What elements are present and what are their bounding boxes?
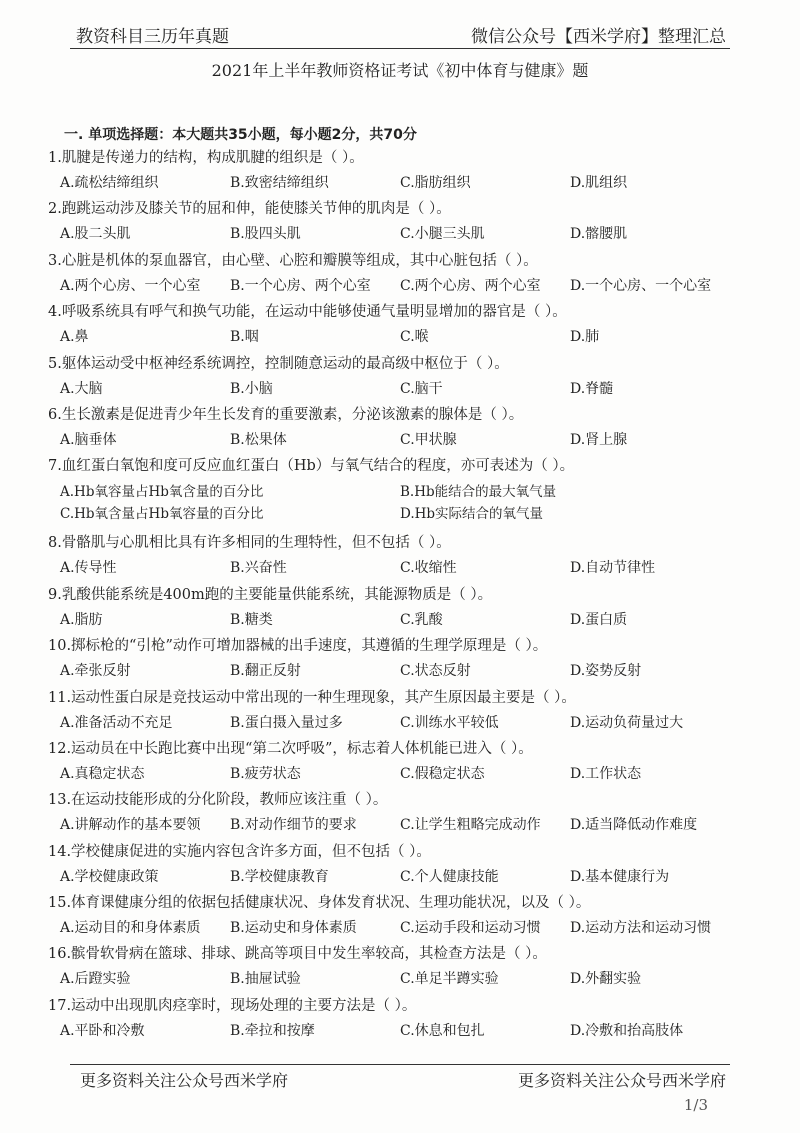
option-d: D.肺 [570,329,600,346]
option-c: C.运动手段和运动习惯 [400,920,541,937]
option-c: C.状态反射 [400,663,471,680]
option-d: D.外翻实验 [570,971,642,988]
option-c: C.Hb氧含量占Hb氧容量的百分比 [60,506,264,523]
option-row [60,223,760,247]
option-b: B.糖类 [230,611,273,628]
option-c: C.小腿三头肌 [400,226,485,243]
option-row [60,429,760,453]
option-a: A.脂肪 [60,611,103,628]
question-item [48,634,768,685]
option-a: A.脑垂体 [60,431,117,448]
option-b: B.股四头肌 [230,226,301,243]
question-stem: 8.骨骼肌与心肌相比具有许多相同的生理特性，但不包括（ ）。 [48,535,451,552]
option-d: D.蛋白质 [570,611,628,628]
option-c: C.甲状腺 [400,431,457,448]
option-d: D.运动方法和运动习惯 [570,920,712,937]
option-b: B.致密结缔组织 [230,175,329,191]
question-stem: 13.在运动技能形成的分化阶段，教师应该注重（ ）。 [48,792,388,809]
option-row [60,866,760,890]
question-stem: 11.运动性蛋白尿是竞技运动中常出现的一种生理现象，其产生原因最主要是（ ）。 [48,689,576,706]
option-row [60,609,760,633]
option-a: A.传导性 [60,560,117,577]
question-stem: 10.掷标枪的“引枪”动作可增加器械的出手速度，其遵循的生理学原理是（ ）。 [48,638,548,655]
question-stem: 7.血红蛋白氧饱和度可反应血红蛋白（Hb）与氧气结合的程度，亦可表述为（ ）。 [48,458,575,475]
option-a: A.学校健康政策 [60,868,159,885]
question-item [48,891,768,942]
option-b: B.翻正反射 [230,663,301,680]
option-b: B.牵拉和按摩 [230,1022,315,1039]
question-item [48,942,768,993]
option-a: A.大脑 [60,380,103,397]
question-item [48,994,768,1045]
option-row [60,968,760,992]
option-c: C.喉 [400,329,429,346]
option-a: A.鼻 [60,329,89,346]
question-stem: 14.学校健康促进的实施内容包含许多方面，但不包括（ ）。 [48,843,431,860]
option-a: A.后蹬实验 [60,971,131,988]
option-c: C.两个心房、两个心室 [400,277,541,294]
option-a: A.牵张反射 [60,663,131,680]
page-header [0,0,800,50]
question-item [48,737,768,788]
option-c: C.休息和包扎 [400,1022,485,1039]
header-divider [70,48,730,49]
option-row [60,326,760,350]
option-d: D.髂腰肌 [570,226,628,243]
option-d: D.肌组织 [570,175,628,191]
option-b: B.学校健康教育 [230,868,329,885]
option-b: B.Hb能结合的最大氧气量 [400,484,557,501]
question-item [48,249,768,300]
question-item [48,352,768,403]
option-d: D.运动负荷量过大 [570,714,684,731]
question-item [48,403,768,454]
option-b: B.一个心房、两个心室 [230,277,371,294]
page-number: 1/3 [683,1096,708,1114]
option-d: D.自动节律性 [570,560,656,577]
footer-divider [70,1064,730,1065]
option-c: C.让学生粗略完成动作 [400,817,541,834]
document-title: 2021年上半年教师资格证考试《初中体育与健康》题 [211,61,589,80]
option-d: D.一个心房、一个心室 [570,277,712,294]
question-item [48,146,768,197]
question-stem: 3.心脏是机体的泵血器官，由心壁、心腔和瓣膜等组成，其中心脏包括（ ）。 [48,252,538,269]
question-item [48,197,768,248]
question-stem: 4.呼吸系统具有呼气和换气功能，在运动中能够使通气量明显增加的器官是（ ）。 [48,304,567,321]
option-row [60,814,760,838]
option-c: C.单足半蹲实验 [400,971,499,988]
question-stem: 2.跑跳运动涉及膝关节的屈和伸，能使膝关节伸的肌肉是（ ）。 [48,201,451,218]
option-b: B.咽 [230,329,259,346]
option-b: B.对动作细节的要求 [230,817,357,834]
question-stem: 12.运动员在中长跑比赛中出现“第二次呼吸”，标志着人体机能已进入（ ）。 [48,740,533,757]
question-item [48,840,768,891]
option-a: A.平卧和冷敷 [60,1022,145,1039]
option-row [60,712,760,736]
option-a: A.疏松结缔组织 [60,175,159,191]
option-a: A.准备活动不充足 [60,714,173,731]
option-b: B.疲劳状态 [230,765,301,782]
option-d: D.适当降低动作难度 [570,817,698,834]
question-item [48,531,768,582]
header-right-text: 微信公众号【西米学府】整理汇总 [471,27,726,47]
option-d: D.工作状态 [570,765,642,782]
option-d: D.Hb实际结合的氧气量 [400,506,544,523]
option-c: C.个人健康技能 [400,868,499,885]
question-item [48,686,768,737]
option-b: B.抽屉试验 [230,971,301,988]
option-row [60,917,760,941]
option-a: A.真稳定状态 [60,765,145,782]
option-row [60,557,760,581]
question-stem: 5.躯体运动受中枢神经系统调控，控制随意运动的最高级中枢位于（ ）。 [48,355,509,372]
option-a: A.讲解动作的基本要领 [60,817,201,834]
option-d: D.肾上腺 [570,431,628,448]
option-a: A.股二头肌 [60,226,131,243]
option-row [60,1020,760,1044]
option-b: B.小脑 [230,380,273,397]
question-item [48,300,768,351]
option-row [60,763,760,787]
option-a: A.两个心房、一个心室 [60,277,201,294]
section-heading: 一. 单项选择题：本大题共35小题，每小题2分，共70分 [64,127,417,143]
option-c: C.乳酸 [400,611,443,628]
question-stem: 16.髌骨软骨病在篮球、排球、跳高等项目中发生率较高，其检查方法是（ ）。 [48,946,547,963]
header-left-text: 教资科目三历年真题 [76,27,229,47]
option-row [60,378,760,402]
option-b: B.兴奋性 [230,560,287,577]
option-row [60,172,760,196]
option-d: D.基本健康行为 [570,868,670,885]
option-c: C.假稳定状态 [400,765,485,782]
option-b: B.松果体 [230,431,287,448]
option-d: D.冷敷和抬高肢体 [570,1022,684,1039]
footer-right-text: 更多资料关注公众号西米学府 [517,1071,726,1090]
option-c: C.训练水平较低 [400,714,499,731]
question-item [48,583,768,634]
question-stem: 15.体育课健康分组的依据包括健康状况、身体发育状况、生理功能状况，以及（ ）。 [48,895,591,912]
option-a: A.Hb氧容量占Hb氧含量的百分比 [60,484,264,501]
option-b: B.运动史和身体素质 [230,920,357,937]
question-stem: 9.乳酸供能系统是400m跑的主要能量供能系统，其能源物质是（ ）。 [48,586,493,603]
question-item [48,454,768,531]
option-b: B.蛋白摄入量过多 [230,714,343,731]
option-c: C.脑干 [400,380,443,397]
question-stem: 17.运动中出现肌肉痉挛时，现场处理的主要方法是（ ）。 [48,997,417,1014]
option-d: D.脊髓 [570,380,614,397]
option-d: D.姿势反射 [570,663,642,680]
question-item [48,788,768,839]
option-c: C.脂肪组织 [400,175,471,191]
question-stem: 6.生长激素是促进青少年生长发育的重要激素，分泌该激素的腺体是（ ）。 [48,406,524,423]
option-row [60,275,760,299]
option-row [60,660,760,684]
question-list [48,146,768,1045]
option-a: A.运动目的和身体素质 [60,920,201,937]
option-c: C.收缩性 [400,560,457,577]
footer-left-text: 更多资料关注公众号西米学府 [80,1071,289,1090]
question-stem: 1.肌腱是传递力的结构，构成肌腱的组织是（ ）。 [48,150,364,166]
